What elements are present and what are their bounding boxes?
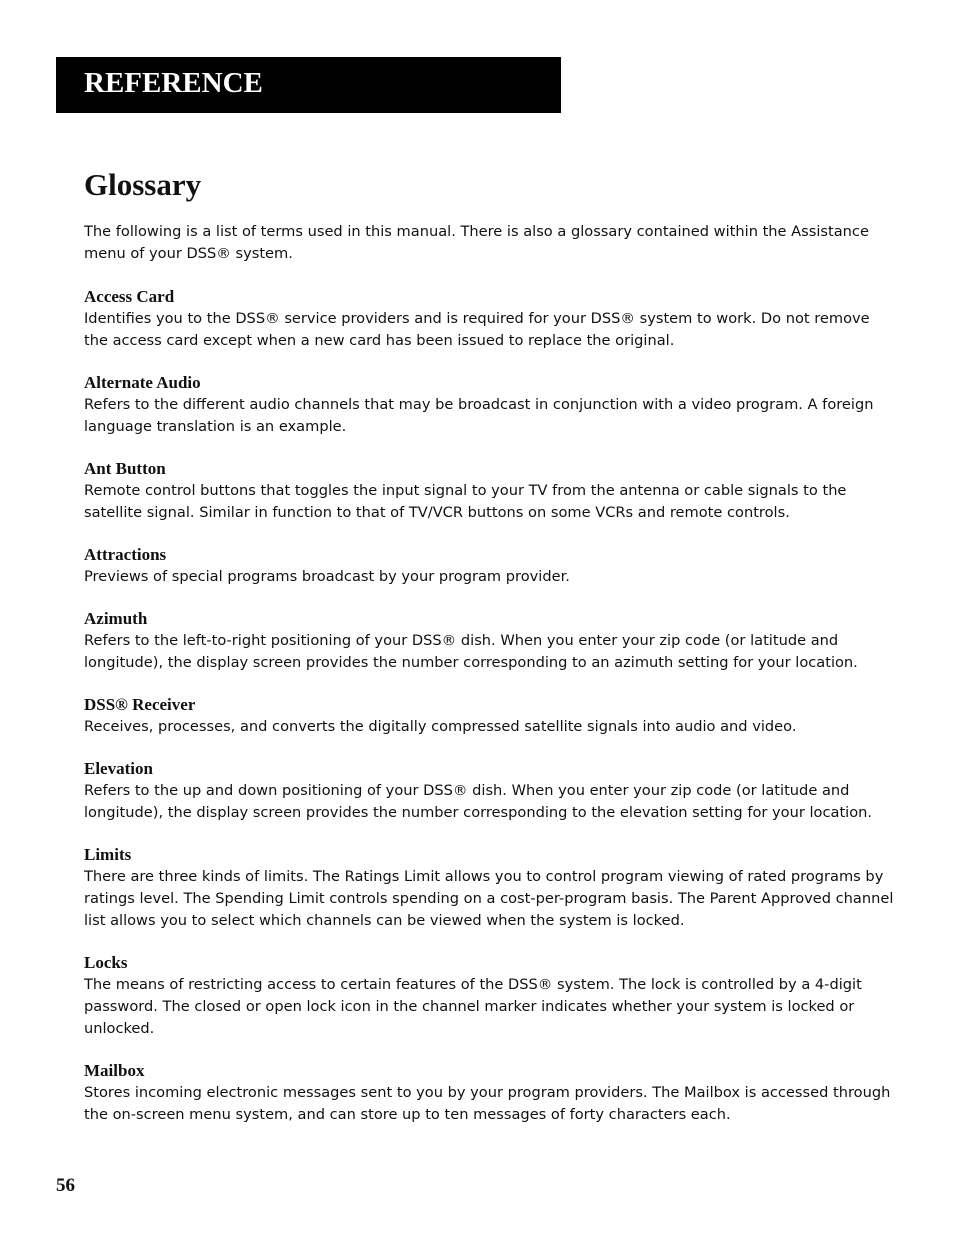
glossary-term: Access Card: [84, 287, 175, 306]
glossary-entry-mailbox: [84, 1060, 894, 1126]
glossary-term: Alternate Audio: [84, 373, 201, 392]
glossary-term: Elevation: [84, 759, 153, 778]
glossary-definition: Refers to the left-to-right positioning of your DSS® dish. When you enter your zip code (or latitude and longitude), the display screen provides the number corresponding to an azimuth setting for your location.: [84, 632, 858, 671]
glossary-definition: Previews of special programs broadcast by your program provider.: [84, 568, 570, 585]
section-header-bar: [56, 57, 561, 113]
glossary-entry-attractions: [84, 544, 894, 588]
glossary-entry-access-card: [84, 286, 894, 352]
glossary-term: Limits: [84, 845, 132, 864]
glossary-entry-ant-button: [84, 458, 894, 524]
glossary-content: [84, 221, 894, 1146]
section-title: REFERENCE: [84, 67, 263, 99]
glossary-entry-dss-receiver: [84, 694, 894, 738]
intro-paragraph: The following is a list of terms used in this manual. There is also a glossary contained within the Assistance menu of your DSS® system.: [84, 223, 869, 262]
glossary-entry-limits: [84, 844, 894, 932]
glossary-term: DSS® Receiver: [84, 695, 196, 714]
glossary-term: Mailbox: [84, 1061, 145, 1080]
glossary-definition: There are three kinds of limits. The Ratings Limit allows you to control program viewing of rated programs by ratings level. The Spending Limit controls spending on a cost-per-program basis. The Parent Approved channel list allows you to select which channels can be viewed when the system is locked.: [84, 868, 894, 929]
glossary-definition: Stores incoming electronic messages sent to you by your program providers. The Mailbox is accessed through the on-screen menu system, and can store up to ten messages of forty characters each.: [84, 1084, 891, 1123]
glossary-definition: The means of restricting access to certain features of the DSS® system. The lock is controlled by a 4-digit password. The closed or open lock icon in the channel marker indicates whether your system is locked or unlocked.: [84, 976, 862, 1037]
page-number: 56: [56, 1175, 75, 1196]
page-title: Glossary: [84, 167, 202, 202]
glossary-term: Azimuth: [84, 609, 148, 628]
glossary-entry-elevation: [84, 758, 894, 824]
glossary-term: Ant Button: [84, 459, 166, 478]
glossary-entry-alternate-audio: [84, 372, 894, 438]
glossary-definition: Refers to the different audio channels that may be broadcast in conjunction with a video program. A foreign language translation is an example.: [84, 396, 874, 435]
glossary-entry-azimuth: [84, 608, 894, 674]
glossary-entry-locks: [84, 952, 894, 1040]
glossary-definition: Remote control buttons that toggles the input signal to your TV from the antenna or cable signals to the satellite signal. Similar in function to that of TV/VCR buttons on some VCRs and remote controls.: [84, 482, 847, 521]
glossary-definition: Receives, processes, and converts the digitally compressed satellite signals into audio and video.: [84, 718, 797, 735]
glossary-term: Attractions: [84, 545, 167, 564]
glossary-definition: Identifies you to the DSS® service providers and is required for your DSS® system to work. Do not remove the access card except when a new card has been issued to replace the original.: [84, 310, 870, 349]
glossary-definition: Refers to the up and down positioning of your DSS® dish. When you enter your zip code (or latitude and longitude), the display screen provides the number corresponding to the elevation setting for your location.: [84, 782, 873, 821]
glossary-term: Locks: [84, 953, 128, 972]
